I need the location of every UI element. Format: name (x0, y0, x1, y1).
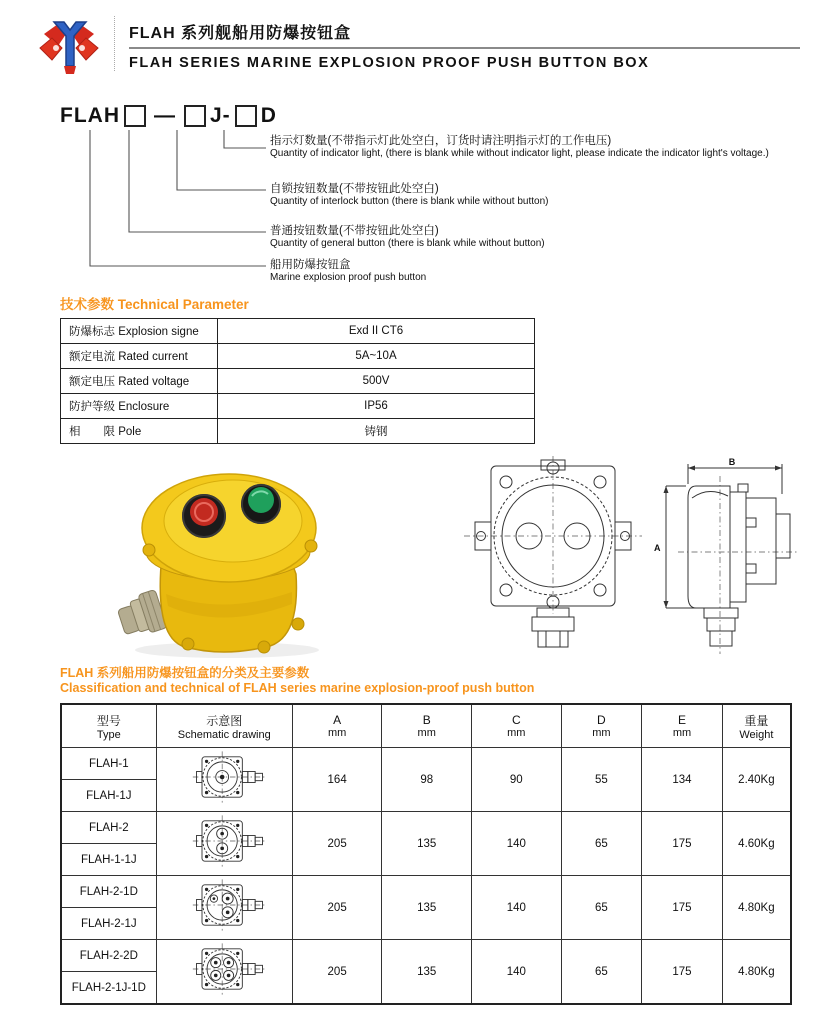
cell-weight: 4.80Kg (722, 940, 791, 1005)
dim-letter: E (677, 713, 686, 727)
schematic-one-button-icon (156, 748, 292, 812)
classification-title-en: Classification and technical of FLAH series marine explosion-proof push button (60, 681, 535, 695)
dimension-label-b: B (728, 457, 736, 467)
classification-title-zh: FLAH 系列船用防爆按钮盒的分类及主要参数 (60, 666, 310, 680)
model-name: FLAH-2-2D (61, 940, 156, 972)
table-row (61, 319, 535, 344)
desc-zh: 自锁按钮数量(不带按钮此处空白) (270, 183, 439, 195)
param-value: 5A~10A (218, 344, 535, 369)
desc-en: Marine explosion proof push button (270, 272, 427, 284)
desc-en: Quantity of interlock button (there is blank while without button) (270, 196, 549, 208)
model-code-box (235, 105, 257, 127)
cell-dim-a: 205 (292, 876, 382, 940)
cell-dim-b: 135 (382, 940, 472, 1005)
cell-dim-b: 135 (382, 812, 472, 876)
model-name: FLAH-2-1D (61, 876, 156, 908)
schematic-two-lamp-two-button-icon (156, 940, 292, 1005)
product-photo (92, 454, 344, 662)
param-label: 防爆标志 Explosion signe (61, 319, 218, 344)
model-code-prefix: FLAH (60, 104, 120, 127)
page-title-en: FLAH SERIES MARINE EXPLOSION PROOF PUSH BUTTON BOX (129, 55, 650, 71)
table-row (61, 369, 535, 394)
header-titles (114, 16, 800, 71)
cell-dim-a: 205 (292, 940, 382, 1005)
cell-dim-a: 205 (292, 812, 382, 876)
desc-en: Quantity of indicator light, (there is blank while without indicator light, please indicate the indicator light's voltage.) (270, 148, 769, 160)
cable-gland-icon (115, 589, 167, 640)
code-desc-marine-box (270, 258, 822, 285)
side-view-drawing (648, 456, 803, 656)
header-schematic (156, 704, 292, 748)
cell-dim-e: 134 (642, 748, 723, 812)
model-code-separator: — (154, 104, 176, 127)
param-label: 额定电流 Rated current (61, 344, 218, 369)
table-row (61, 940, 791, 972)
page-title-zh: FLAH 系列舰船用防爆按钮盒 (129, 25, 352, 42)
table-row (61, 394, 535, 419)
header-type-en: Type (96, 728, 121, 741)
table-row (61, 419, 535, 444)
model-name: FLAH-1-1J (61, 844, 156, 876)
cell-dim-d: 65 (561, 940, 642, 1005)
code-desc-interlock-button (270, 182, 822, 209)
header-schematic-zh: 示意图 (206, 713, 243, 728)
cell-dim-e: 175 (642, 940, 723, 1005)
code-desc-general-button (270, 224, 822, 251)
table-row (61, 748, 791, 780)
cell-weight: 4.60Kg (722, 812, 791, 876)
desc-zh: 指示灯数量(不带指示灯此处空白，订货时请注明指示灯的工作电压) (270, 135, 612, 147)
model-name: FLAH-2-1J-1D (61, 972, 156, 1005)
cell-weight: 2.40Kg (722, 748, 791, 812)
dim-letter: D (597, 713, 606, 727)
schematic-two-button-icon (156, 812, 292, 876)
classification-section (60, 666, 792, 1005)
technical-parameter-table (60, 318, 535, 444)
header-type (61, 704, 156, 748)
cell-dim-b: 135 (382, 876, 472, 940)
param-label: 额定电压 Rated voltage (61, 369, 218, 394)
front-view-drawing (462, 456, 644, 656)
dim-letter: C (511, 713, 521, 727)
cell-dim-e: 175 (642, 812, 723, 876)
schematic-one-lamp-two-button-icon (156, 876, 292, 940)
table-row (61, 344, 535, 369)
header-dim-b (382, 704, 472, 748)
param-label: 防护等级 Enclosure (61, 394, 218, 419)
technical-parameter-section (60, 297, 535, 444)
product-figures (0, 452, 830, 664)
model-name: FLAH-2 (61, 812, 156, 844)
dim-letter: B (422, 713, 431, 727)
dim-unit: mm (507, 727, 526, 739)
param-value: 铸钢 (218, 419, 535, 444)
cell-dim-d: 65 (561, 876, 642, 940)
header-dim-d (561, 704, 642, 748)
desc-zh: 船用防爆按钮盒 (270, 259, 351, 271)
tech-section-title: 技术参数 Technical Parameter (60, 297, 249, 312)
cell-dim-e: 175 (642, 876, 723, 940)
cell-dim-b: 98 (382, 748, 472, 812)
code-desc-indicator-light (270, 134, 822, 161)
model-name: FLAH-1J (61, 780, 156, 812)
model-code-j-suffix: J- (210, 104, 231, 127)
header-weight (722, 704, 791, 748)
cell-weight: 4.80Kg (722, 876, 791, 940)
model-code-box (184, 105, 206, 127)
cell-dim-d: 55 (561, 748, 642, 812)
dim-unit: mm (417, 727, 436, 739)
param-value: IP56 (218, 394, 535, 419)
header-type-zh: 型号 (96, 713, 121, 728)
header-weight-en: Weight (739, 728, 774, 741)
dim-unit: mm (592, 727, 611, 739)
cell-dim-c: 140 (472, 812, 562, 876)
dim-letter: A (333, 713, 342, 727)
table-header-row (61, 704, 791, 748)
model-name: FLAH-2-1J (61, 908, 156, 940)
header-dim-e (642, 704, 723, 748)
header-dim-c (472, 704, 562, 748)
cell-dim-a: 164 (292, 748, 382, 812)
page-header (34, 16, 800, 80)
cell-dim-c: 140 (472, 940, 562, 1005)
model-name: FLAH-1 (61, 748, 156, 780)
company-logo-icon (34, 16, 104, 80)
dim-unit: mm (327, 727, 347, 739)
model-code-diagram (0, 100, 830, 298)
cell-dim-c: 90 (472, 748, 562, 812)
model-code-box (124, 105, 146, 127)
dimension-label-a: A (654, 543, 661, 553)
header-schematic-en: Schematic drawing (177, 728, 271, 741)
param-value: Exd II CT6 (218, 319, 535, 344)
model-code-line (60, 104, 277, 128)
dim-unit: mm (672, 727, 692, 739)
cell-dim-c: 140 (472, 876, 562, 940)
header-weight-zh: 重量 (744, 713, 769, 728)
title-divider (129, 47, 800, 49)
header-dim-a (292, 704, 382, 748)
classification-table (60, 703, 792, 1005)
cell-dim-d: 65 (561, 812, 642, 876)
model-code-d-suffix: D (260, 104, 277, 127)
red-button-icon (182, 494, 226, 538)
desc-en: Quantity of general button (there is blank while without button) (270, 238, 545, 250)
param-label: 相 限 Pole (61, 419, 218, 444)
desc-zh: 普通按钮数量(不带按钮此处空白) (270, 225, 439, 237)
table-row (61, 812, 791, 844)
green-button-icon (241, 484, 281, 524)
table-row (61, 876, 791, 908)
param-value: 500V (218, 369, 535, 394)
